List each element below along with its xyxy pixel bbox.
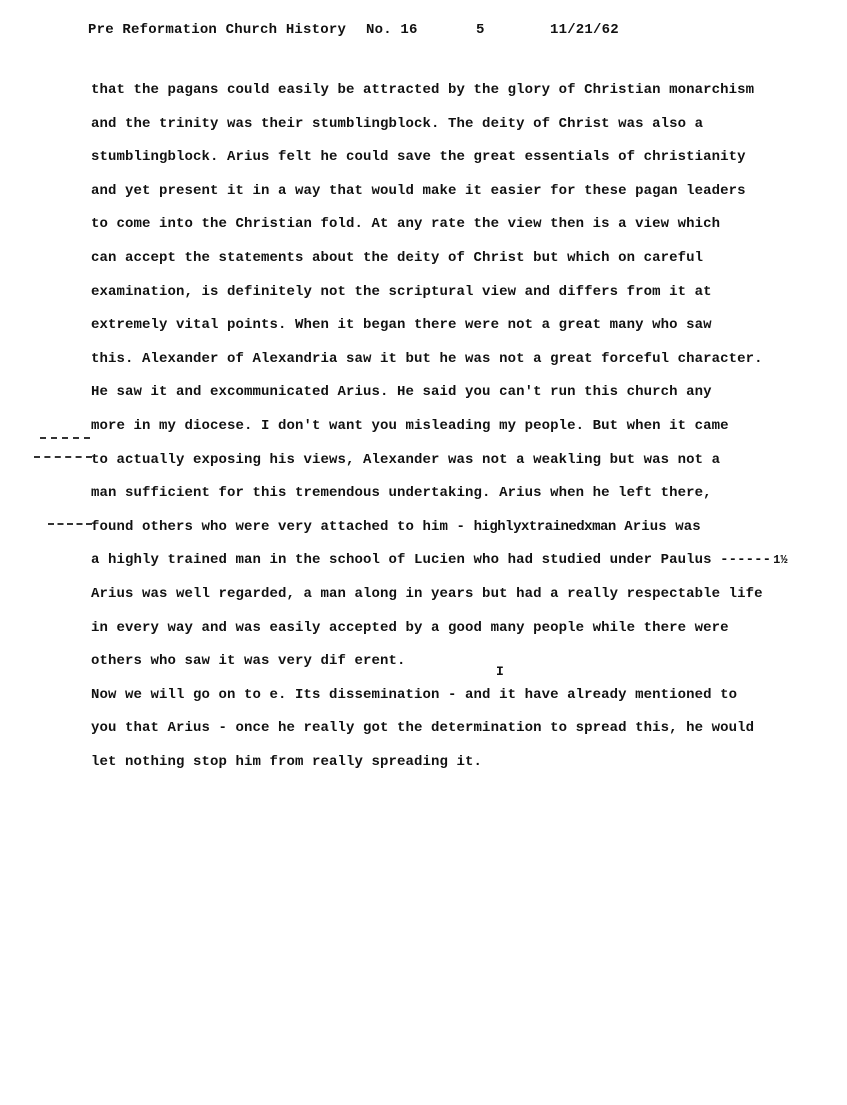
text-line: others who saw it was very dif erent. — [91, 653, 406, 670]
text-line: can accept the statements about the deity of Christ but which on careful — [91, 249, 704, 266]
text-line: to come into the Christian fold. At any rate the view then is a view which — [91, 216, 721, 233]
text-line-with-margin-note — [91, 544, 791, 578]
text-segment: Now we will go on to e. Its dissemination - and — [91, 686, 500, 703]
text-line-with-strikeout — [91, 511, 791, 545]
text-line: in every way and was easily accepted by a good many people while there were — [91, 619, 729, 636]
text-line: and yet present it in a way that would make it easier for these pagan leaders — [91, 182, 746, 199]
text-line: stumblingblock. Arius felt he could save the great essentials of christianity — [91, 149, 746, 166]
insertion-mark: I — [496, 664, 504, 679]
text-segment: have already mentioned to — [516, 686, 738, 703]
text-line: you that Arius - once he really got the determination to spread this, he would — [91, 720, 755, 737]
margin-note: 1½ — [773, 553, 788, 568]
text-line: this. Alexander of Alexandria saw it but he was not a great forceful character. — [91, 350, 763, 367]
header-number: No. 16 — [366, 22, 418, 38]
margin-arrow-mark — [48, 523, 92, 525]
text-line: more in my diocese. I don't want you misleading my people. But when it came — [91, 417, 729, 434]
margin-arrow-mark — [34, 456, 92, 458]
header-date: 11/21/62 — [550, 22, 619, 38]
text-segment: Arius was — [615, 518, 701, 535]
page-header — [88, 22, 728, 46]
body-text — [91, 74, 791, 779]
text-line: and the trinity was their stumblingblock. The deity of Christ was also a — [91, 115, 704, 132]
text-line: to actually exposing his views, Alexander was not a weakling but was not a — [91, 451, 721, 468]
header-title: Pre Reformation Church History — [88, 22, 347, 38]
text-line: that the pagans could easily be attracted by the glory of Christian monarchism — [91, 82, 755, 98]
text-line: extremely vital points. When it began there were not a great many who saw — [91, 317, 712, 334]
margin-arrow-mark — [40, 437, 90, 439]
text-segment: a highly trained man in the school of Lucien who had studied under Paulus ------ — [91, 552, 772, 569]
text-line: man sufficient for this tremendous undertaking. Arius when he left there, — [91, 485, 712, 502]
text-line: Arius was well regarded, a man along in years but had a really respectable life — [91, 585, 763, 602]
text-segment: found others who were very attached to him - — [91, 518, 474, 535]
text-line: examination, is definitely not the scriptural view and differs from it at — [91, 283, 712, 300]
text-line: He saw it and excommunicated Arius. He said you can't run this church any — [91, 384, 712, 401]
text-line-with-correction — [91, 679, 791, 713]
header-page-number: 5 — [476, 22, 485, 38]
struck-out-text: it — [499, 686, 517, 703]
text-line: let nothing stop him from really spreading it. — [91, 753, 483, 770]
struck-out-text: highlyxtrainedxman — [473, 518, 616, 535]
